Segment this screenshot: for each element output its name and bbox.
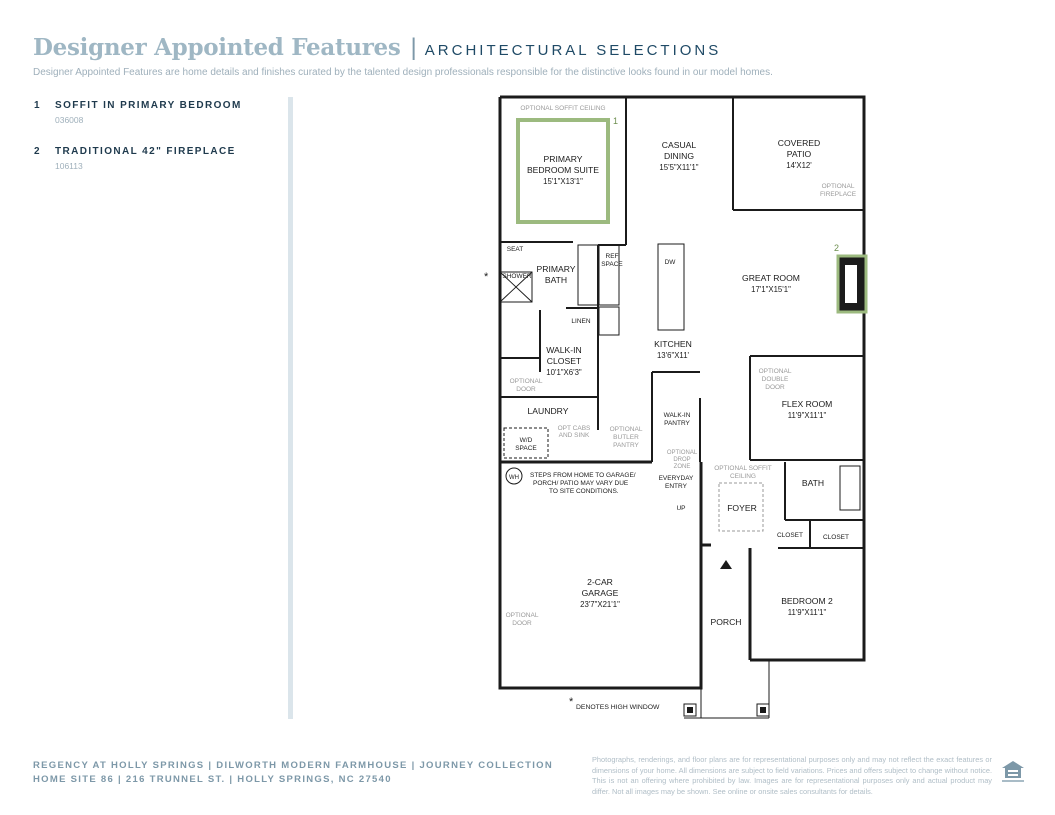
- porch-label: PORCH: [710, 617, 742, 627]
- flex-room-name: FLEX ROOM: [781, 399, 833, 409]
- covered-patio-dims: 14'X12': [786, 161, 812, 170]
- everyday-entry-label: EVERYDAY: [658, 475, 694, 482]
- wd-space-label: W/D: [519, 437, 533, 444]
- optional-butler-label: OPTIONAL: [609, 426, 643, 433]
- up-label: UP: [676, 505, 686, 512]
- optional-butler-label-3: PANTRY: [613, 442, 639, 449]
- primary-bedroom-name: PRIMARY: [543, 154, 583, 164]
- footer-address: HOME SITE 86 | 216 TRUNNEL ST. | HOLLY SPRINGS, NC 27540: [33, 774, 392, 785]
- walk-in-pantry-label-2: PANTRY: [664, 420, 690, 427]
- ref-space-label-2: SPACE: [601, 261, 623, 268]
- optional-soffit-2-label: OPTIONAL SOFFIT: [714, 465, 772, 472]
- feature-code: 106113: [55, 161, 83, 171]
- dishwasher-label: DW: [664, 259, 676, 266]
- primary-bedroom-name-2: BEDROOM SUITE: [526, 165, 600, 175]
- footer-community: REGENCY AT HOLLY SPRINGS | DILWORTH MODERN FARMHOUSE | JOURNEY COLLECTION: [33, 760, 554, 771]
- callout-1: 1: [613, 116, 619, 126]
- ref-space-label: REF: [605, 253, 619, 260]
- garage-dims: 23'7"X21'1": [580, 600, 620, 609]
- page-subtitle: Designer Appointed Features are home details and finishes curated by the talented design professionals responsible for the distinctive looks found in our model homes.: [33, 67, 773, 78]
- kitchen-name: KITCHEN: [654, 339, 692, 349]
- walk-in-closet-dims: 10'1"X6'3": [546, 368, 582, 377]
- optional-drop-zone-label: OPTIONAL: [666, 450, 698, 456]
- optional-fireplace-label: OPTIONAL: [821, 183, 855, 190]
- floor-plan: [484, 88, 884, 728]
- opt-cabs-label-2: AND SINK: [558, 432, 590, 439]
- wd-space-label-2: SPACE: [515, 445, 537, 452]
- title-separator: |: [410, 34, 417, 61]
- garage-optional-door-label-2: DOOR: [512, 620, 532, 627]
- feature-name: SOFFIT IN PRIMARY BEDROOM: [55, 100, 242, 111]
- great-room-name: GREAT ROOM: [742, 273, 800, 283]
- water-heater-label: WH: [509, 475, 519, 481]
- feature-code: 036008: [55, 115, 84, 125]
- walk-in-pantry-label: WALK-IN: [663, 412, 691, 419]
- everyday-entry-label-2: ENTRY: [665, 483, 687, 490]
- bath-label: BATH: [801, 478, 825, 488]
- optional-fireplace-label-2: FIREPLACE: [819, 191, 857, 198]
- steps-note-line-3: TO SITE CONDITIONS.: [549, 488, 619, 495]
- foyer-label: FOYER: [727, 503, 757, 513]
- optional-double-door-label: OPTIONAL: [758, 368, 792, 375]
- divider-bar: [288, 97, 293, 719]
- closet-label: CLOSET: [776, 532, 804, 539]
- shower-label: SHOWER: [502, 273, 532, 280]
- feature-number: 1: [34, 100, 40, 111]
- covered-patio-name-2: PATIO: [786, 149, 812, 159]
- optional-double-door-label-3: DOOR: [765, 384, 785, 391]
- fireplace-opening: [845, 265, 857, 303]
- primary-bath-name: PRIMARY: [536, 264, 576, 274]
- high-window-note: DENOTES HIGH WINDOW: [576, 704, 660, 711]
- laundry-label: LAUNDRY: [527, 406, 569, 416]
- optional-butler-label-2: BUTLER: [613, 434, 639, 441]
- high-window-marker: *: [484, 271, 489, 283]
- garage-name-2: GARAGE: [581, 588, 619, 598]
- bedroom-2-name: BEDROOM 2: [781, 596, 833, 606]
- optional-door-label: OPTIONAL: [509, 378, 543, 385]
- bedroom-2-dims: 11'9"X11'1": [787, 608, 827, 617]
- garage-optional-door-label: OPTIONAL: [505, 612, 539, 619]
- opt-cabs-label: OPT CABS: [557, 425, 591, 432]
- high-window-marker-legend: *: [569, 696, 574, 708]
- closet-label-2: CLOSET: [822, 534, 850, 541]
- callout-2: 2: [834, 243, 840, 253]
- great-room-dims: 17'1"X15'1": [751, 285, 791, 294]
- page-title: Designer Appointed Features: [33, 34, 401, 61]
- walk-in-closet-name: WALK-IN: [546, 345, 582, 355]
- covered-patio-name: COVERED: [777, 138, 821, 148]
- section-title: ARCHITECTURAL SELECTIONS: [424, 42, 722, 59]
- garage-name: 2-CAR: [587, 577, 613, 587]
- primary-bath-name-2: BATH: [544, 275, 568, 285]
- linen-label: LINEN: [571, 318, 591, 325]
- entry-arrow-icon: [720, 560, 732, 569]
- steps-note-line-2: PORCH/ PATIO MAY VARY DUE: [533, 480, 629, 487]
- walk-in-closet-name-2: CLOSET: [546, 356, 582, 366]
- seat-label: SEAT: [506, 246, 524, 253]
- steps-note: [530, 472, 636, 495]
- optional-soffit-label: OPTIONAL SOFFIT CEILING: [520, 105, 606, 112]
- steps-note-line-1: STEPS FROM HOME TO GARAGE/: [530, 472, 636, 479]
- kitchen-dims: 13'6"X11': [656, 351, 690, 360]
- optional-soffit-2-label-2: CEILING: [729, 473, 757, 480]
- disclaimer-text: Photographs, renderings, and floor plans are for representational purposes only and may not reflect the exact features or dimensions of your home. All dimensions are subject to field variations. Prices and offers subject to change without notice. This is not an offering where prohibited by law. Images are for representational purposes only and actual product may differ. Not all images may be shown. See online or onsite sales consultants for details.: [592, 755, 992, 796]
- equal-housing-icon: [1000, 758, 1026, 784]
- optional-drop-zone-label-2: DROP: [673, 457, 691, 463]
- casual-dining-dims: 15'5"X11'1": [659, 163, 699, 172]
- optional-double-door-label-2: DOUBLE: [761, 376, 789, 383]
- optional-drop-zone-label-3: ZONE: [673, 464, 691, 470]
- casual-dining-name-2: DINING: [663, 151, 695, 161]
- flex-room-dims: 11'9"X11'1": [787, 411, 827, 420]
- casual-dining-name: CASUAL: [661, 140, 697, 150]
- feature-number: 2: [34, 146, 40, 157]
- feature-name: TRADITIONAL 42" FIREPLACE: [55, 146, 236, 157]
- optional-door-label-2: DOOR: [516, 386, 536, 393]
- page-header: [33, 34, 721, 62]
- primary-bedroom-dims: 15'1"X13'1": [543, 177, 583, 186]
